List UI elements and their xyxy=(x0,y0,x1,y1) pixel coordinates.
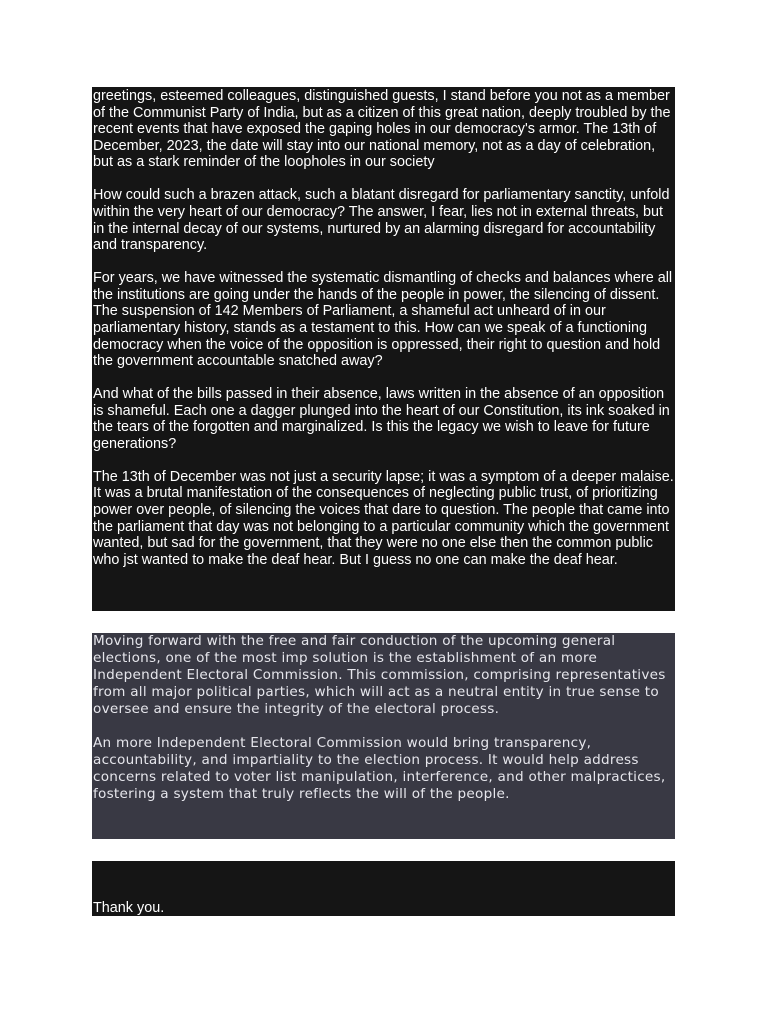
paragraph: Moving forward with the free and fair conduction of the upcoming general elections, one of the most imp solution is the establishment of an more Independent Electoral Commission. This commission, comprising representatives from all major political parties, which will act as a neutral entity in true sense to oversee and ensure the integrity of the electoral process. xyxy=(93,633,666,717)
paragraph: And what of the bills passed in their absence, laws written in the absence of an opposition is shameful. Each one a dagger plunged into the heart of our Constitution, its ink soaked in the tears of the forgotten and marginalized. Is this the legacy we wish to leave for future generations? xyxy=(93,386,670,452)
paragraph: The 13th of December was not just a security lapse; it was a symptom of a deeper malaise. It was a brutal manifestation of the consequences of neglecting public trust, of prioritizing power over people, of silencing the voices that dare to question. The people that came into the parliament that day was not belonging to a particular community which the government wanted, but sad for the government, that they were no one else then the common public who jst wanted to make the deaf hear. But I guess no one can make the deaf hear. xyxy=(93,468,674,568)
closing-text: Thank you. xyxy=(93,900,165,916)
paragraph: For years, we have witnessed the systematic dismantling of checks and balances where all the institutions are going under the hands of the people in power, the silencing of dissent. The suspension of 142 Members of Parliament, a shameful act unheard of in our parliamentary history, stands as a testament to this. How can we speak of a functioning democracy when the voice of the opposition is oppressed, their right to question and hold the government accountable snatched away? xyxy=(93,270,673,370)
closing-block xyxy=(92,861,675,916)
proposal-block xyxy=(92,633,675,839)
paragraph: How could such a brazen attack, such a blatant disregard for parliamentary sanctity, unfold within the very heart of our democracy? The answer, I fear, lies not in external threats, but in the internal decay of our systems, nurtured by an alarming disregard for accountability and transparency. xyxy=(93,187,670,254)
paragraph: greetings, esteemed colleagues, distinguished guests, I stand before you not as a member of the Communist Party of India, but as a citizen of this great nation, deeply troubled by the recent events that have exposed the gaping holes in our democracy's armor. The 13th of December, 2023, the date will stay into our national memory, not as a day of celebration, but as a stark reminder of the loopholes in our society xyxy=(93,88,671,171)
paragraph: An more Independent Electoral Commission would bring transparency, accountability, and impartiality to the election process. It would help address concerns related to voter list manipulation, interference, and other malpractices, fostering a system that truly reflects the will of the people. xyxy=(93,735,666,802)
speech-body-block xyxy=(92,87,675,611)
